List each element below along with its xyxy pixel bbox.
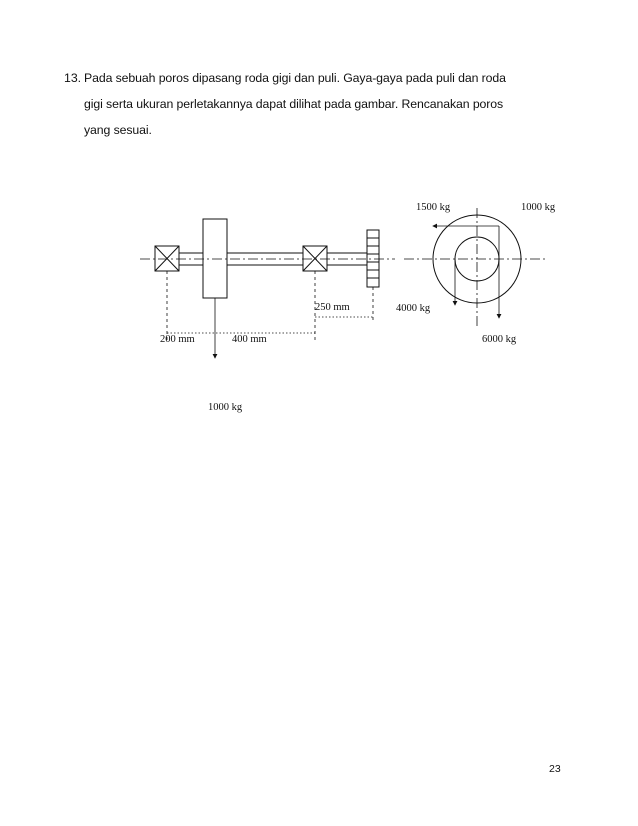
page-number: 23 <box>549 763 561 775</box>
dimension-label-200: 200 mm <box>160 334 195 345</box>
dimension-label-400: 400 mm <box>232 334 267 345</box>
pulley-side-view <box>367 230 379 287</box>
question-number: 13. <box>64 71 82 85</box>
question-text-line-2: gigi serta ukuran perletakannya dapat dilihat pada gambar. Rencanakan poros <box>84 97 504 111</box>
question-text-line-3: yang sesuai. <box>84 123 152 137</box>
pulley-force-label-1500: 1500 kg <box>416 202 451 213</box>
gear-force-label: 1000 kg <box>208 402 243 413</box>
dimension-lines <box>167 317 373 333</box>
left-bearing <box>155 246 179 271</box>
dimension-label-250: 250 mm <box>315 302 350 313</box>
question-text-line-1: Pada sebuah poros dipasang roda gigi dan puli. Gaya-gaya pada puli dan roda <box>84 71 506 85</box>
pulley-force-label-6000: 6000 kg <box>482 334 517 345</box>
right-bearing <box>303 246 327 271</box>
pulley-force-label-4000: 4000 kg <box>396 303 431 314</box>
pulley-force-label-1000: 1000 kg <box>521 202 556 213</box>
gear <box>203 219 227 298</box>
